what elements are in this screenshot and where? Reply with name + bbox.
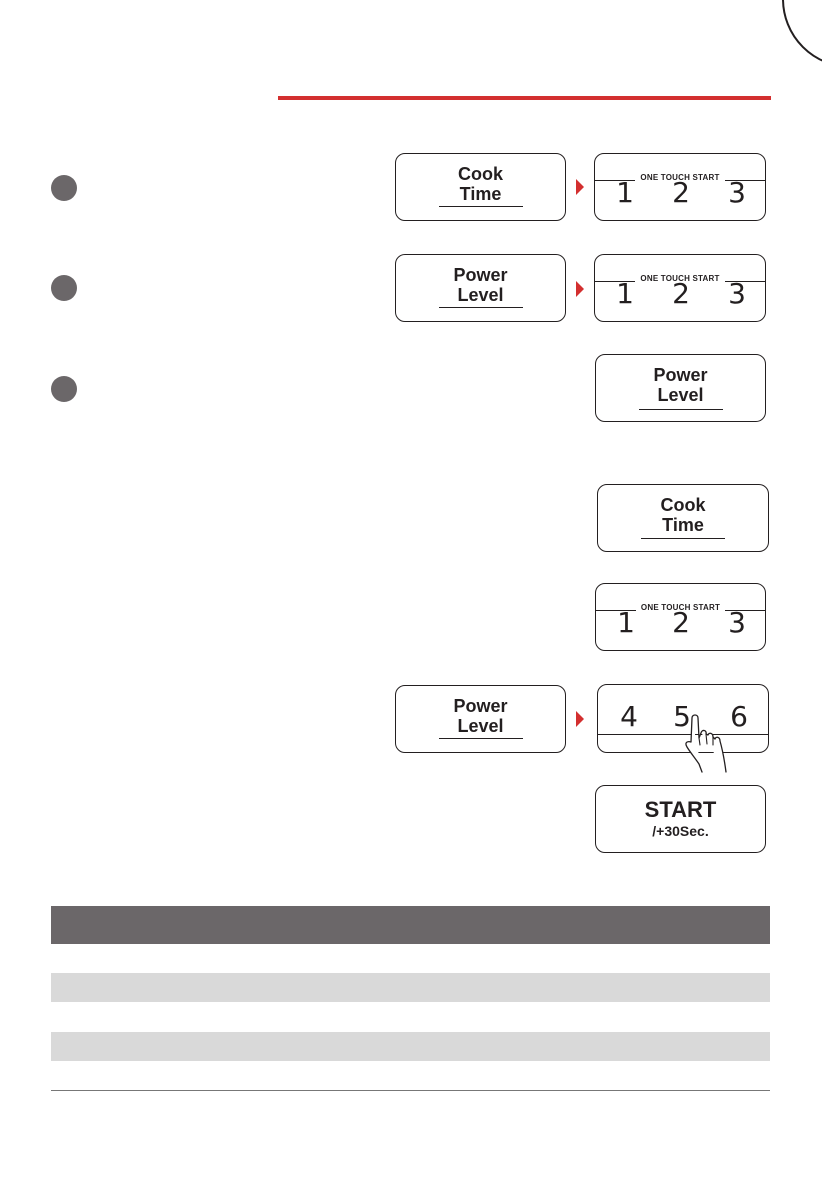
one-touch-start-pad[interactable] — [594, 254, 766, 322]
power-level-label-line1: Power — [653, 365, 708, 385]
table-bottom-rule — [51, 1090, 770, 1091]
panel-underline — [439, 307, 523, 308]
cook-time-label-line2: Time — [662, 515, 704, 535]
panel-underline — [641, 538, 725, 539]
power-level-label-line2: Level — [457, 285, 504, 305]
start-button[interactable] — [595, 785, 766, 853]
digit-3-button[interactable]: 3 — [728, 176, 746, 209]
one-touch-start-pad[interactable] — [595, 583, 766, 651]
panel-underline — [639, 409, 723, 410]
digit-1-button[interactable]: 1 — [616, 176, 634, 209]
digit-5-button[interactable]: 5 — [673, 700, 691, 733]
digit-1-button[interactable]: 1 — [617, 606, 635, 639]
digit-3-button[interactable]: 3 — [728, 277, 746, 310]
arrow-right-icon — [576, 711, 584, 727]
digit-2-button[interactable]: 2 — [672, 277, 690, 310]
panel-underline — [439, 206, 523, 207]
digit-4-button[interactable]: 4 — [620, 700, 638, 733]
cook-time-button[interactable] — [395, 153, 566, 221]
hand-press-icon — [680, 712, 730, 774]
cook-time-label-line1: Cook — [458, 164, 503, 184]
power-level-button[interactable] — [395, 254, 566, 322]
start-sub-label: /+30Sec. — [652, 823, 709, 839]
step-1-dot — [51, 175, 77, 201]
one-touch-start-label: ONE TOUCH START — [636, 603, 725, 612]
panel-underline — [439, 738, 523, 739]
cook-time-label-line2: Time — [459, 184, 502, 204]
step-3-dot — [51, 376, 77, 402]
arrow-right-icon — [576, 281, 584, 297]
step-2-dot — [51, 275, 77, 301]
cook-time-button[interactable] — [597, 484, 769, 552]
power-level-button[interactable] — [595, 354, 766, 422]
arrow-right-icon — [576, 179, 584, 195]
digit-2-button[interactable]: 2 — [672, 606, 690, 639]
power-level-button[interactable] — [395, 685, 566, 753]
digit-3-button[interactable]: 3 — [728, 606, 746, 639]
cook-time-label-line1: Cook — [660, 495, 706, 515]
digit-6-button[interactable]: 6 — [730, 700, 748, 733]
table-row — [51, 1032, 770, 1061]
page-corner-arc — [782, 0, 822, 68]
power-level-label-line1: Power — [453, 265, 508, 285]
power-level-label-line2: Level — [657, 385, 704, 405]
power-level-label-line1: Power — [453, 696, 508, 716]
section-title-rule — [278, 96, 771, 100]
one-touch-start-pad[interactable] — [594, 153, 766, 221]
digit-2-button[interactable]: 2 — [672, 176, 690, 209]
table-row — [51, 973, 770, 1002]
power-table-header — [51, 906, 770, 944]
power-level-label-line2: Level — [457, 716, 504, 736]
digit-1-button[interactable]: 1 — [616, 277, 634, 310]
one-touch-start-label: ONE TOUCH START — [635, 173, 724, 182]
start-label: START — [644, 797, 717, 822]
one-touch-start-label: ONE TOUCH START — [635, 274, 724, 283]
